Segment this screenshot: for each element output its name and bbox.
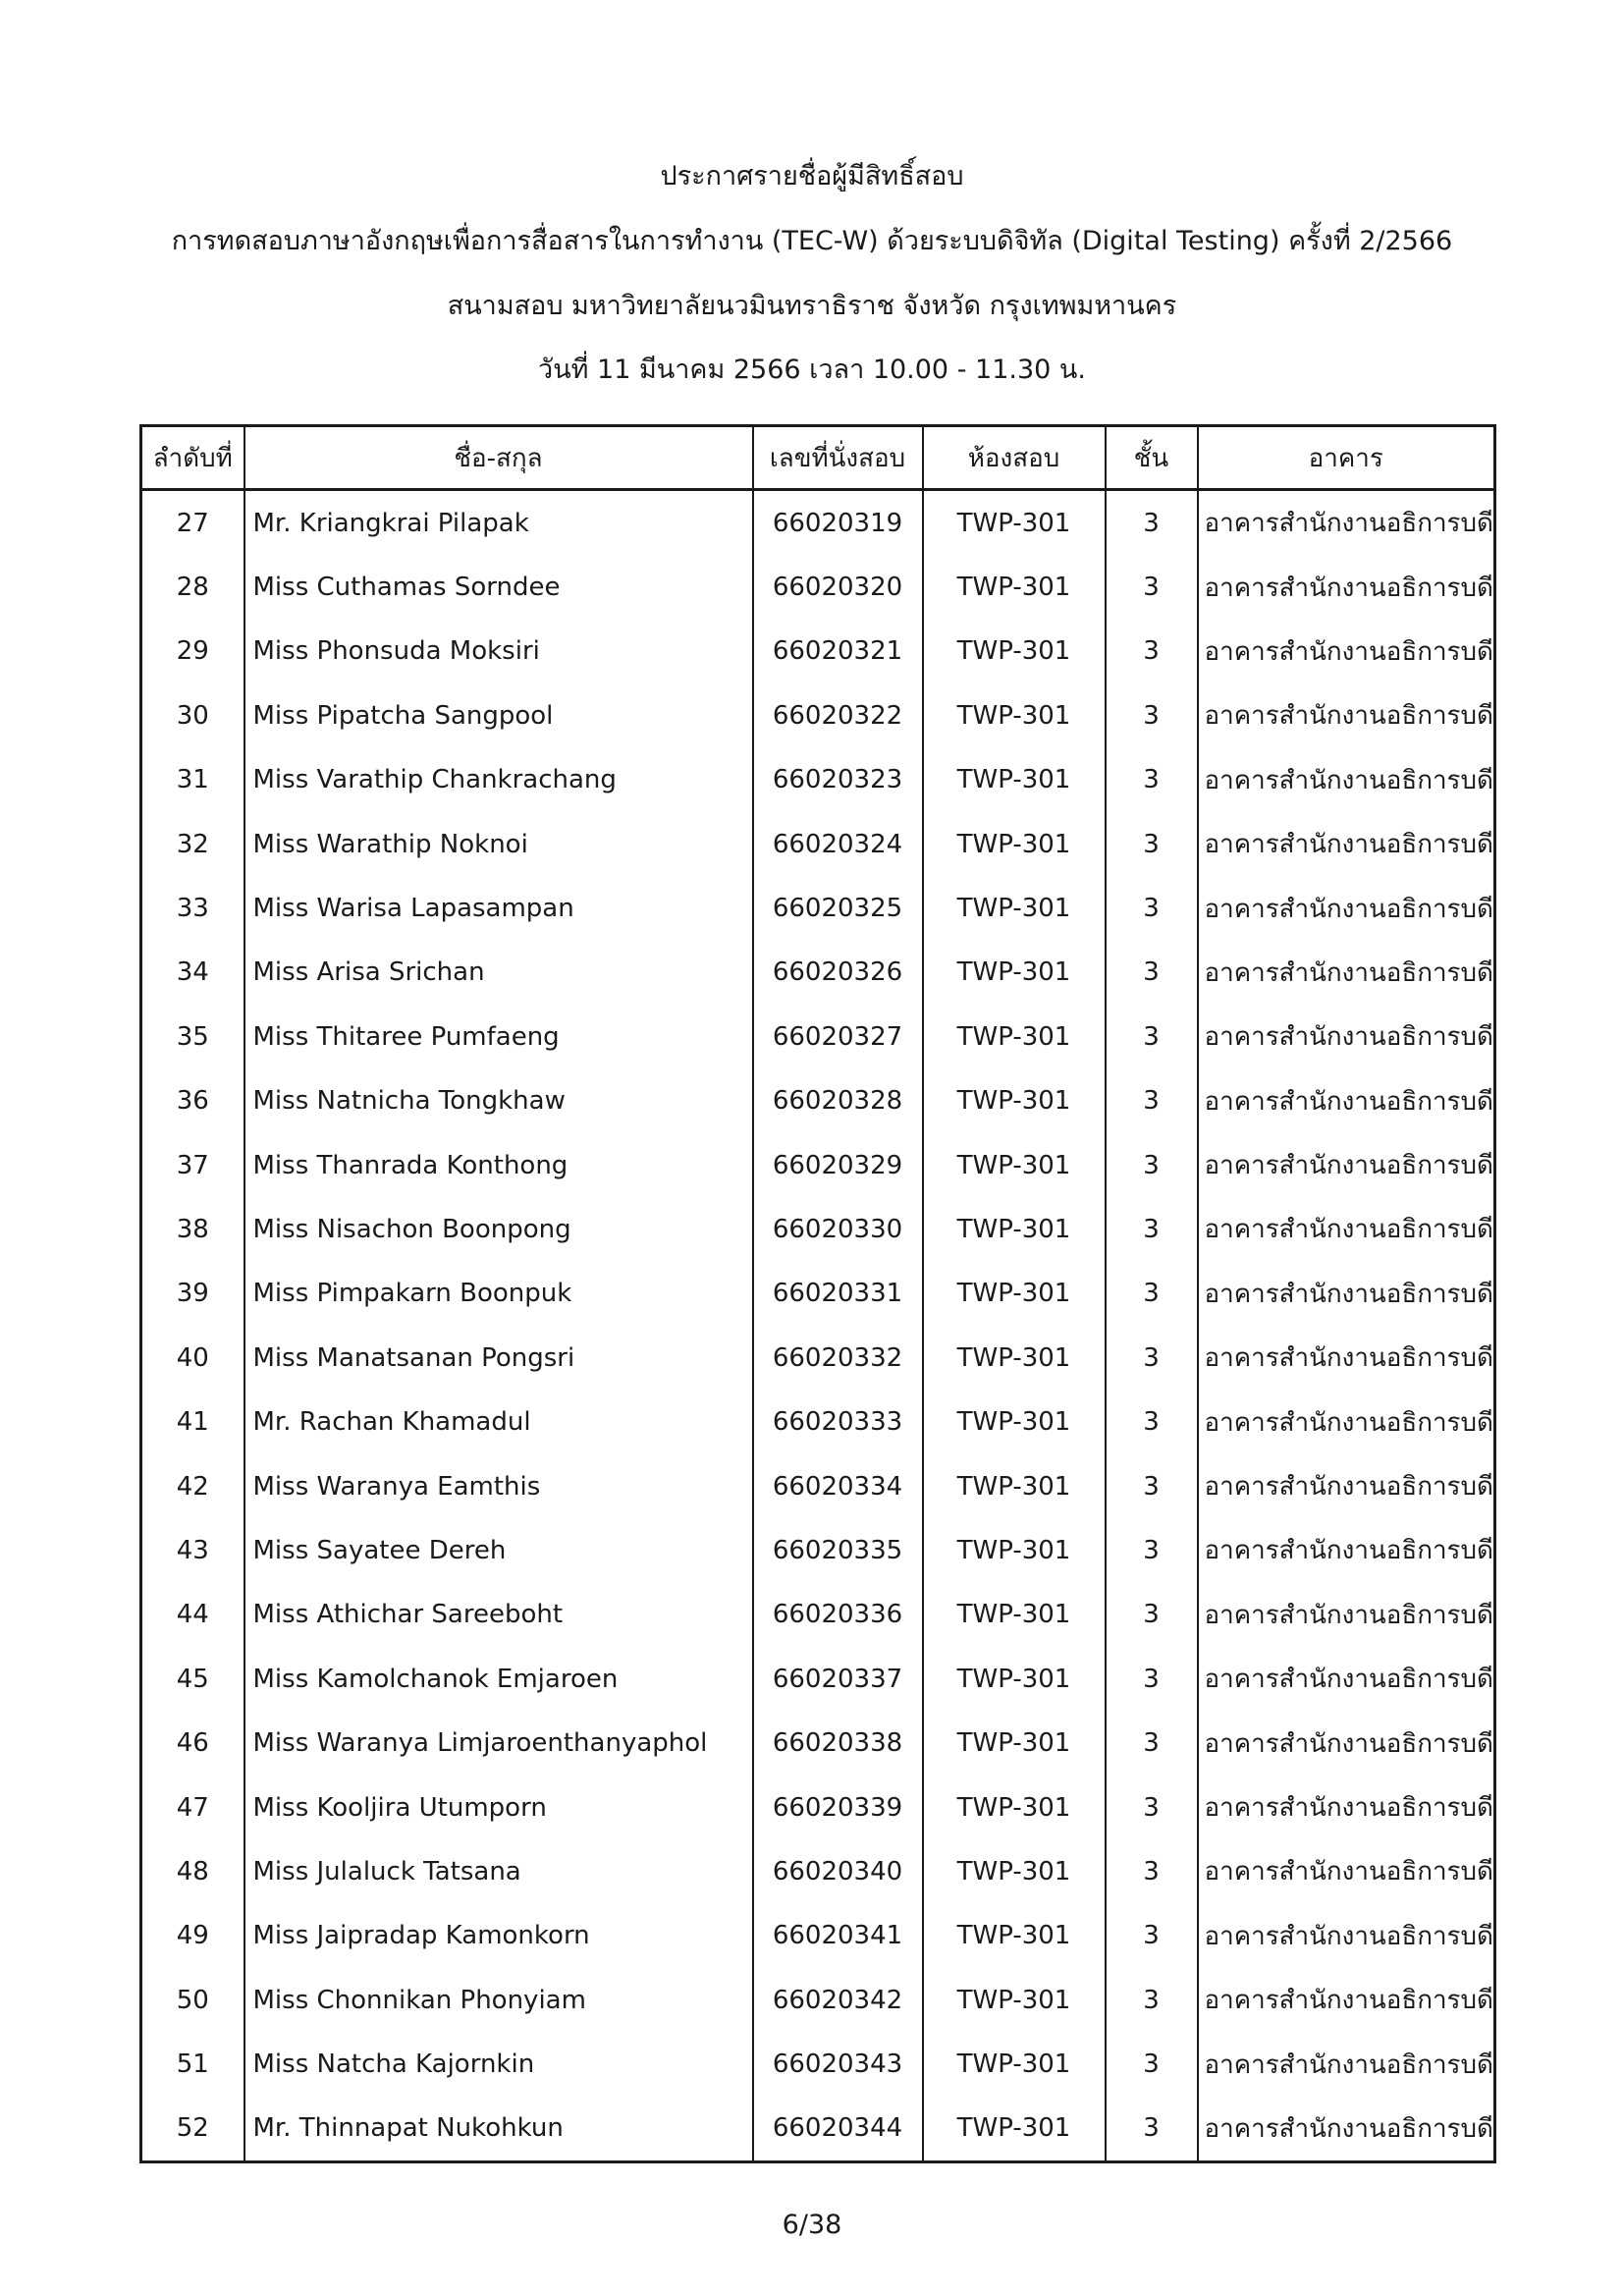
table-row [141,748,1495,812]
cell-seat-number: 66020319 [753,490,923,556]
cell-floor: 3 [1106,1069,1198,1133]
table-body [141,490,1495,2162]
cell-seat-number: 66020328 [753,1069,923,1133]
cell-floor: 3 [1106,748,1198,812]
cell-room: TWP-301 [923,1262,1106,1326]
cell-floor: 3 [1106,1454,1198,1518]
cell-name: Miss Jaipradap Kamonkorn [244,1904,753,1968]
cell-room: TWP-301 [923,812,1106,876]
cell-floor: 3 [1106,2097,1198,2162]
cell-room: TWP-301 [923,1133,1106,1197]
cell-no: 31 [141,748,244,812]
cell-name: Miss Athichar Sareeboht [244,1583,753,1647]
cell-name: Miss Cuthamas Sorndee [244,555,753,619]
table-row [141,1197,1495,1261]
table-row [141,1839,1495,1903]
column-header-seat: เลขที่นั่งสอบ [753,426,923,490]
exam-title: การทดสอบภาษาอังกฤษเพื่อการสื่อสารในการทำงาน (TEC-W) ด้วยระบบดิจิทัล (Digital Testing) ครั้งที่ 2/2566 [171,226,1453,256]
cell-name: Miss Warisa Lapasampan [244,876,753,940]
cell-floor: 3 [1106,1711,1198,1775]
cell-floor: 3 [1106,683,1198,747]
cell-no: 40 [141,1326,244,1390]
cell-floor: 3 [1106,1390,1198,1453]
cell-floor: 3 [1106,1518,1198,1582]
table-row [141,620,1495,683]
table-row [141,1262,1495,1326]
cell-room: TWP-301 [923,1647,1106,1711]
cell-name: Miss Waranya Eamthis [244,1454,753,1518]
cell-no: 39 [141,1262,244,1326]
cell-room: TWP-301 [923,941,1106,1005]
exam-datetime: วันที่ 11 มีนาคม 2566 เวลา 10.00 - 11.30 น. [538,355,1086,385]
cell-no: 42 [141,1454,244,1518]
cell-room: TWP-301 [923,1005,1106,1068]
cell-building: อาคารสำนักงานอธิการบดี [1198,748,1495,812]
cell-no: 30 [141,683,244,747]
cell-building: อาคารสำนักงานอธิการบดี [1198,1197,1495,1261]
cell-room: TWP-301 [923,683,1106,747]
cell-building: อาคารสำนักงานอธิการบดี [1198,683,1495,747]
cell-name: Miss Julaluck Tatsana [244,1839,753,1903]
cell-floor: 3 [1106,1968,1198,2032]
cell-name: Miss Warathip Noknoi [244,812,753,876]
cell-room: TWP-301 [923,1518,1106,1582]
column-header-floor: ชั้น [1106,426,1198,490]
cell-no: 48 [141,1839,244,1903]
page-number: 6/38 [782,2210,842,2240]
cell-name: Miss Thitaree Pumfaeng [244,1005,753,1068]
cell-name: Mr. Rachan Khamadul [244,1390,753,1453]
cell-no: 34 [141,941,244,1005]
cell-no: 44 [141,1583,244,1647]
cell-name: Miss Varathip Chankrachang [244,748,753,812]
cell-building: อาคารสำนักงานอธิการบดี [1198,2032,1495,2096]
cell-name: Miss Pimpakarn Boonpuk [244,1262,753,1326]
cell-room: TWP-301 [923,1454,1106,1518]
table-header-row [141,426,1495,490]
cell-no: 29 [141,620,244,683]
table-row [141,1711,1495,1775]
cell-seat-number: 66020324 [753,812,923,876]
table-row [141,555,1495,619]
cell-seat-number: 66020332 [753,1326,923,1390]
table-row [141,683,1495,747]
cell-seat-number: 66020333 [753,1390,923,1453]
cell-building: อาคารสำนักงานอธิการบดี [1198,1069,1495,1133]
cell-name: Miss Natnicha Tongkhaw [244,1069,753,1133]
cell-building: อาคารสำนักงานอธิการบดี [1198,1454,1495,1518]
cell-no: 45 [141,1647,244,1711]
cell-room: TWP-301 [923,1583,1106,1647]
cell-floor: 3 [1106,876,1198,940]
cell-name: Miss Pipatcha Sangpool [244,683,753,747]
cell-seat-number: 66020322 [753,683,923,747]
table-row [141,1518,1495,1582]
cell-floor: 3 [1106,490,1198,556]
cell-no: 43 [141,1518,244,1582]
cell-room: TWP-301 [923,1197,1106,1261]
cell-seat-number: 66020330 [753,1197,923,1261]
cell-seat-number: 66020339 [753,1776,923,1839]
cell-room: TWP-301 [923,748,1106,812]
cell-floor: 3 [1106,1197,1198,1261]
table-row [141,876,1495,940]
cell-building: อาคารสำนักงานอธิการบดี [1198,1390,1495,1453]
cell-seat-number: 66020343 [753,2032,923,2096]
cell-no: 50 [141,1968,244,2032]
table-row [141,941,1495,1005]
cell-room: TWP-301 [923,1776,1106,1839]
cell-no: 33 [141,876,244,940]
cell-floor: 3 [1106,1326,1198,1390]
column-header-building: อาคาร [1198,426,1495,490]
cell-seat-number: 66020326 [753,941,923,1005]
cell-name: Mr. Kriangkrai Pilapak [244,490,753,556]
cell-building: อาคารสำนักงานอธิการบดี [1198,1647,1495,1711]
cell-name: Miss Waranya Limjaroenthanyaphol [244,1711,753,1775]
cell-seat-number: 66020321 [753,620,923,683]
cell-floor: 3 [1106,1647,1198,1711]
table-row [141,1904,1495,1968]
cell-floor: 3 [1106,1776,1198,1839]
cell-seat-number: 66020331 [753,1262,923,1326]
table-row [141,1005,1495,1068]
cell-no: 46 [141,1711,244,1775]
cell-room: TWP-301 [923,490,1106,556]
column-header-room: ห้องสอบ [923,426,1106,490]
cell-no: 41 [141,1390,244,1453]
cell-no: 37 [141,1133,244,1197]
cell-room: TWP-301 [923,1839,1106,1903]
cell-floor: 3 [1106,941,1198,1005]
cell-floor: 3 [1106,1133,1198,1197]
cell-name: Miss Nisachon Boonpong [244,1197,753,1261]
cell-room: TWP-301 [923,1326,1106,1390]
cell-building: อาคารสำนักงานอธิการบดี [1198,2097,1495,2162]
cell-building: อาคารสำนักงานอธิการบดี [1198,1776,1495,1839]
cell-room: TWP-301 [923,555,1106,619]
cell-floor: 3 [1106,1839,1198,1903]
cell-name: Miss Natcha Kajornkin [244,2032,753,2096]
table-row [141,1647,1495,1711]
cell-name: Miss Chonnikan Phonyiam [244,1968,753,2032]
table-row [141,2032,1495,2096]
cell-building: อาคารสำนักงานอธิการบดี [1198,1711,1495,1775]
cell-room: TWP-301 [923,1904,1106,1968]
cell-room: TWP-301 [923,876,1106,940]
table-row [141,812,1495,876]
cell-seat-number: 66020336 [753,1583,923,1647]
cell-name: Miss Manatsanan Pongsri [244,1326,753,1390]
cell-seat-number: 66020320 [753,555,923,619]
cell-no: 52 [141,2097,244,2162]
cell-seat-number: 66020344 [753,2097,923,2162]
cell-building: อาคารสำนักงานอธิการบดี [1198,490,1495,556]
cell-no: 51 [141,2032,244,2096]
cell-seat-number: 66020325 [753,876,923,940]
cell-no: 38 [141,1197,244,1261]
cell-no: 36 [141,1069,244,1133]
cell-name: Miss Arisa Srichan [244,941,753,1005]
cell-floor: 3 [1106,555,1198,619]
cell-building: อาคารสำนักงานอธิการบดี [1198,941,1495,1005]
cell-name: Miss Kamolchanok Emjaroen [244,1647,753,1711]
cell-name: Miss Thanrada Konthong [244,1133,753,1197]
announcement-title: ประกาศรายชื่อผู้มีสิทธิ์สอบ [660,161,964,191]
table-row [141,1326,1495,1390]
table-row [141,1776,1495,1839]
cell-building: อาคารสำนักงานอธิการบดี [1198,620,1495,683]
cell-seat-number: 66020327 [753,1005,923,1068]
cell-building: อาคารสำนักงานอธิการบดี [1198,1326,1495,1390]
cell-seat-number: 66020334 [753,1454,923,1518]
table-row [141,1069,1495,1133]
table-row [141,1390,1495,1453]
cell-room: TWP-301 [923,2097,1106,2162]
cell-seat-number: 66020335 [753,1518,923,1582]
cell-building: อาคารสำนักงานอธิการบดี [1198,876,1495,940]
cell-floor: 3 [1106,620,1198,683]
cell-floor: 3 [1106,1262,1198,1326]
cell-name: Miss Sayatee Dereh [244,1518,753,1582]
cell-floor: 3 [1106,1583,1198,1647]
cell-building: อาคารสำนักงานอธิการบดี [1198,1583,1495,1647]
cell-building: อาคารสำนักงานอธิการบดี [1198,1839,1495,1903]
cell-name: Mr. Thinnapat Nukohkun [244,2097,753,2162]
cell-seat-number: 66020323 [753,748,923,812]
cell-building: อาคารสำนักงานอธิการบดี [1198,555,1495,619]
cell-room: TWP-301 [923,1390,1106,1453]
column-header-no: ลำดับที่ [141,426,244,490]
cell-no: 35 [141,1005,244,1068]
cell-seat-number: 66020337 [753,1647,923,1711]
cell-seat-number: 66020340 [753,1839,923,1903]
cell-building: อาคารสำนักงานอธิการบดี [1198,1133,1495,1197]
cell-seat-number: 66020338 [753,1711,923,1775]
cell-floor: 3 [1106,2032,1198,2096]
cell-no: 47 [141,1776,244,1839]
cell-building: อาคารสำนักงานอธิการบดี [1198,812,1495,876]
exam-venue: สนามสอบ มหาวิทยาลัยนวมินทราธิราช จังหวัด กรุงเทพมหานคร [447,291,1177,321]
cell-seat-number: 66020329 [753,1133,923,1197]
cell-room: TWP-301 [923,1069,1106,1133]
cell-room: TWP-301 [923,1968,1106,2032]
column-header-name: ชื่อ-สกุล [244,426,753,490]
table-row [141,1454,1495,1518]
table-row [141,1133,1495,1197]
table-row [141,490,1495,556]
cell-building: อาคารสำนักงานอธิการบดี [1198,1005,1495,1068]
table-row [141,2097,1495,2162]
table-row [141,1968,1495,2032]
cell-building: อาคารสำนักงานอธิการบดี [1198,1518,1495,1582]
cell-building: อาคารสำนักงานอธิการบดี [1198,1904,1495,1968]
cell-room: TWP-301 [923,620,1106,683]
cell-seat-number: 66020341 [753,1904,923,1968]
cell-room: TWP-301 [923,1711,1106,1775]
cell-no: 27 [141,490,244,556]
cell-building: อาคารสำนักงานอธิการบดี [1198,1262,1495,1326]
cell-name: Miss Phonsuda Moksiri [244,620,753,683]
cell-seat-number: 66020342 [753,1968,923,2032]
cell-no: 49 [141,1904,244,1968]
cell-room: TWP-301 [923,2032,1106,2096]
cell-floor: 3 [1106,812,1198,876]
cell-floor: 3 [1106,1005,1198,1068]
cell-name: Miss Kooljira Utumporn [244,1776,753,1839]
candidate-table [139,424,1496,2163]
cell-no: 32 [141,812,244,876]
table-row [141,1583,1495,1647]
cell-building: อาคารสำนักงานอธิการบดี [1198,1968,1495,2032]
cell-no: 28 [141,555,244,619]
cell-floor: 3 [1106,1904,1198,1968]
